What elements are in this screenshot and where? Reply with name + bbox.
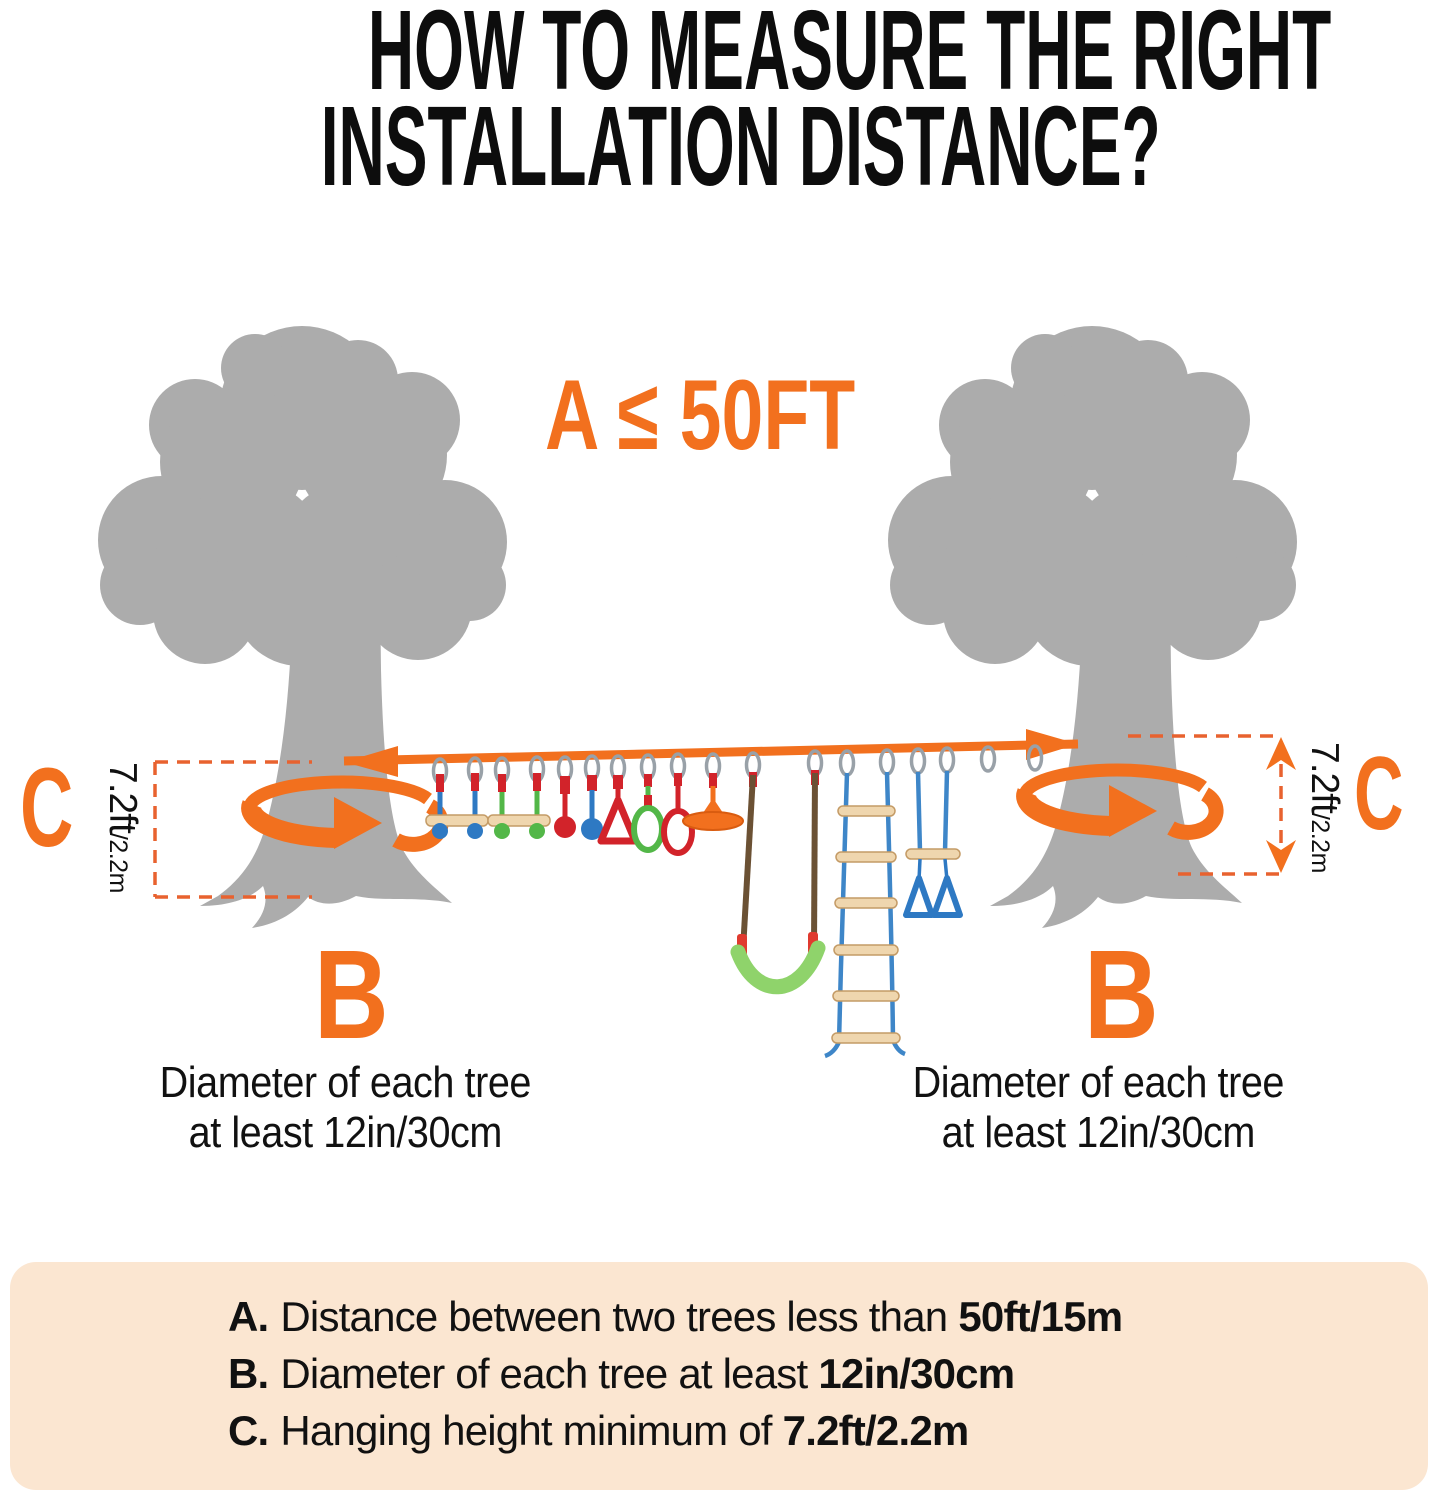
distance-a-text: A ≤ 50FT [544, 359, 856, 470]
legend-list [228, 1288, 1122, 1459]
height-double-arrow-icon [1266, 737, 1296, 873]
obstacle-course [426, 746, 1042, 1056]
page-title-line-2 [0, 83, 1438, 209]
caption-line-2: at least 12in/30cm [188, 1108, 502, 1157]
legend-row-a [228, 1288, 1122, 1345]
height-value-alt: /2.2m [1306, 812, 1334, 873]
legend-prefix: A. [228, 1293, 269, 1340]
height-value-right [1305, 742, 1344, 873]
caption-line-2: at least 12in/30cm [941, 1108, 1255, 1157]
monkey-bar-icon [488, 773, 550, 839]
tree-right [888, 326, 1297, 928]
legend-value: 50ft/15m [958, 1293, 1123, 1340]
legend-row-b [228, 1345, 1122, 1402]
height-value-left [103, 762, 142, 893]
page-title-text-2: INSTALLATION DISTANCE? [320, 83, 1161, 209]
legend-prefix: B. [228, 1350, 269, 1397]
legend-prefix: C. [228, 1407, 269, 1454]
trapeze-rings-icon [906, 771, 960, 915]
tree-caption-right [878, 1058, 1318, 1158]
height-value-main: 7.2ft [1303, 742, 1346, 813]
height-value-main: 7.2ft [101, 762, 144, 833]
height-letter-right: C [1354, 736, 1404, 852]
knot-hold-icon [554, 776, 576, 838]
legend-value: 7.2ft/2.2m [782, 1407, 969, 1454]
legend-text: Diameter of each tree at least [280, 1350, 808, 1397]
diameter-letter-left: B [314, 924, 389, 1065]
legend-row-c [228, 1402, 1122, 1459]
gym-ring-icon [664, 773, 692, 853]
gym-ring-icon [634, 774, 662, 850]
diameter-letter-right: B [1084, 924, 1159, 1065]
legend-text: Hanging height minimum of [280, 1407, 772, 1454]
delta-ring-icon [601, 775, 635, 841]
height-value-alt: /2.2m [104, 832, 132, 893]
height-letter-left: C [20, 745, 74, 870]
caption-line-1: Diameter of each tree [912, 1058, 1284, 1107]
caption-line-1: Diameter of each tree [159, 1058, 531, 1107]
rope-ladder-icon [825, 772, 905, 1056]
disc-swing-icon [683, 773, 743, 830]
empty-carabiner [982, 747, 995, 771]
legend-text: Distance between two trees less than [280, 1293, 948, 1340]
knot-hold-icon [581, 775, 603, 840]
tree-caption-left [125, 1058, 565, 1158]
page-title-text-1: HOW TO MEASURE THE RIGHT [367, 0, 1332, 113]
swing-seat-icon [737, 770, 819, 987]
distance-a-label [480, 358, 920, 472]
legend-value: 12in/30cm [818, 1350, 1015, 1397]
